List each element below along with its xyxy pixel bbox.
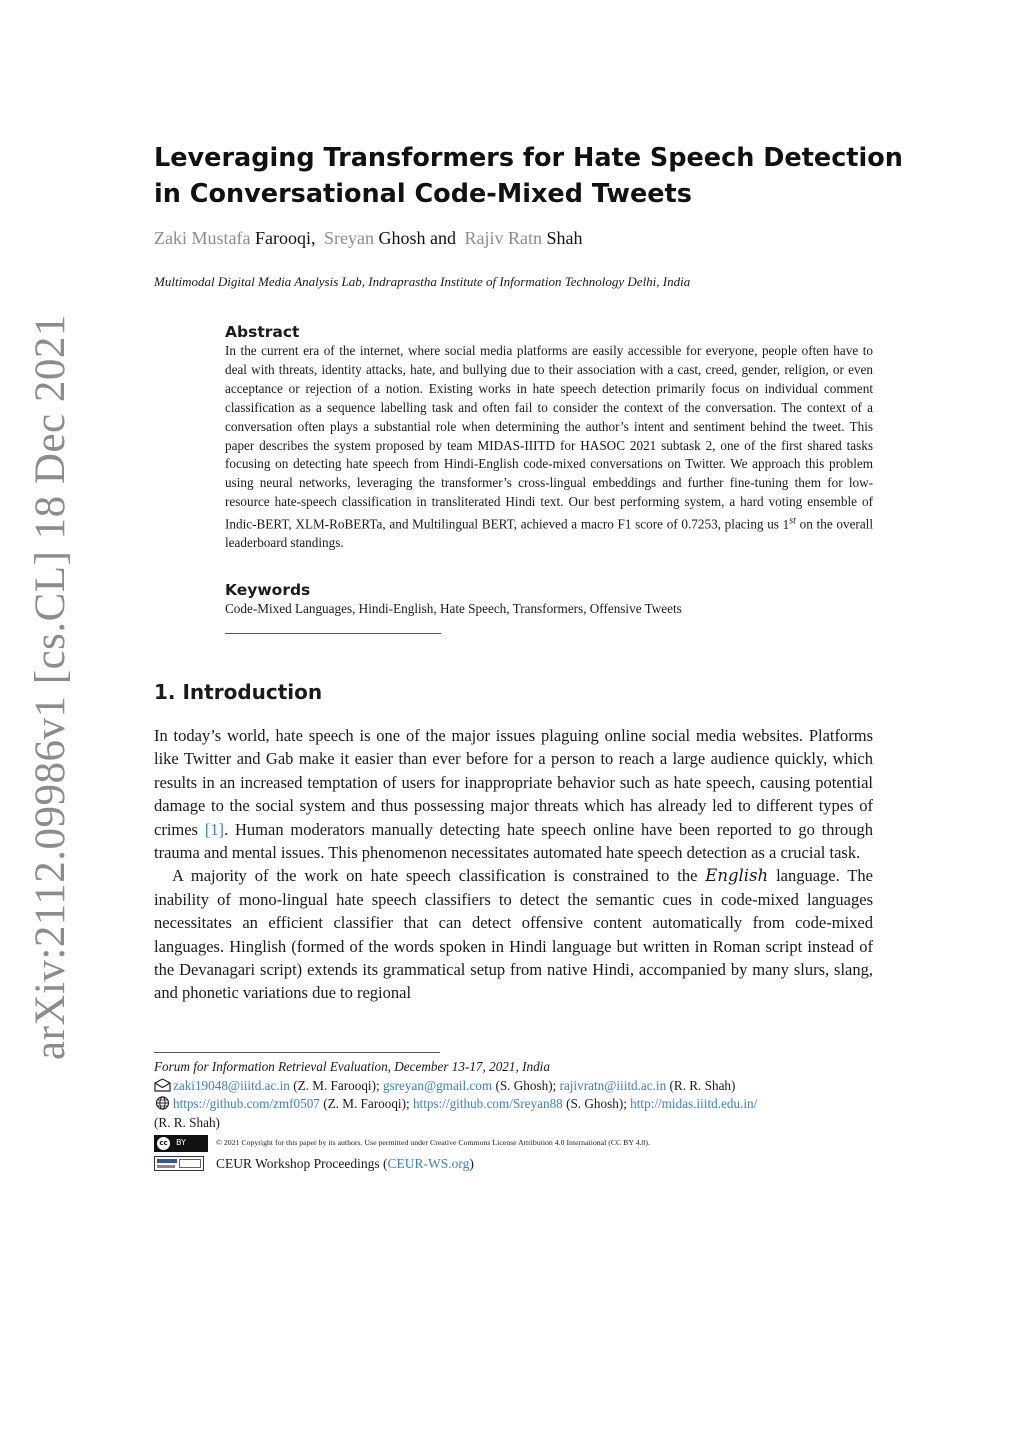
arxiv-identifier: arXiv:2112.09986v1 [cs.CL] 18 Dec 2021 xyxy=(27,314,74,1060)
intro-paragraph-1: In today’s world, hate speech is one of the major issues plaguing online social media websites. Platforms like Twitter and Gab make it easier than ever before for a person to reach a large audience quickly, which results in an increased temptation of users for inappropriate behavior such as hate speech, causing potential damage to the social system and thus possessing major threats which has already led to different types of crimes [1]. Human moderators manually detecting hate speech online have been reported to go through trauma and mental issues. This phenomenon necessitates automated hate speech detection as a crucial task. xyxy=(154,726,874,863)
keywords-heading: Keywords xyxy=(225,581,311,599)
affiliation: Multimodal Digital Media Analysis Lab, Indraprastha Institute of Information Technology Delhi, India xyxy=(154,274,691,289)
url-row-tail: (R. R. Shah) xyxy=(154,1114,220,1130)
venue-note: Forum for Information Retrieval Evaluation, December 13-17, 2021, India xyxy=(154,1059,550,1074)
citation-link[interactable]: [1] xyxy=(204,819,225,839)
introduction-body xyxy=(154,724,873,1005)
email-link-farooqi[interactable]: zaki19048@iiitd.ac.in xyxy=(173,1077,290,1093)
title-line-2: in Conversational Code-Mixed Tweets xyxy=(154,179,692,209)
abstract-divider xyxy=(225,633,441,634)
author-list xyxy=(154,228,586,249)
cc-icon: cc xyxy=(157,1137,170,1150)
ceur-text: CEUR Workshop Proceedings (CEUR-WS.org) xyxy=(216,1155,474,1171)
url-row: https://github.com/zmf0507 (Z. M. Farooqi); https://github.com/Sreyan88 (S. Ghosh); http://midas.iiitd.edu.in/ xyxy=(154,1095,874,1114)
author-1: Zaki Mustafa Farooqi, xyxy=(154,228,316,248)
footnotes xyxy=(154,1058,874,1173)
keywords-text: Code-Mixed Languages, Hindi-English, Hate Speech, Transformers, Offensive Tweets xyxy=(225,601,682,616)
ceur-link[interactable]: CEUR-WS.org xyxy=(387,1155,470,1171)
paper-title xyxy=(154,140,914,212)
math-english: English xyxy=(705,866,769,886)
keywords-section xyxy=(225,580,873,618)
globe-icon xyxy=(154,1096,171,1110)
rank-math: 1st xyxy=(782,515,796,532)
author-2: Sreyan Ghosh and xyxy=(323,228,456,248)
url-link-ghosh[interactable]: https://github.com/Sreyan88 xyxy=(412,1096,563,1111)
ceur-row xyxy=(154,1155,874,1174)
email-row: zaki19048@iiitd.ac.in (Z. M. Farooqi); gsreyan@gmail.com (S. Ghosh); rajivratn@iiitd.ac.in (R. R. Shah) xyxy=(154,1077,874,1096)
author-3: Rajiv Ratn Shah xyxy=(464,228,583,248)
footnote-divider xyxy=(154,1052,440,1053)
email-icon xyxy=(154,1078,171,1092)
url-link-farooqi[interactable]: https://github.com/zmf0507 xyxy=(173,1096,320,1111)
intro-paragraph-2: A majority of the work on hate speech classification is constrained to the English language. The inability of mono-lingual hate speech classifiers to detect the semantic cues in code-mixed languages necessitates an efficient classifier that can detect offensive content automatically from code-mixed languages. Hinglish (formed of the words spoken in Hindi language but written in Roman script instead of the Devanagari script) extends its grammatical setup from native Hindi, accompanied by many slurs, slang, and phonetic variations due to regional xyxy=(154,866,873,1003)
email-link-ghosh[interactable]: gsreyan@gmail.com xyxy=(382,1077,493,1093)
title-line-1: Leveraging Transformers for Hate Speech Detection xyxy=(154,143,903,173)
abstract-text: In the current era of the internet, where social media platforms are easily accessible for everyone, people often have to deal with threats, identity attacks, hate, and bullying due to their association with a cast, creed, gender, religion, or even acceptance or rejection of a notion. Existing works in hate speech detection primarily focus on individual comment classification as a sequence labelling task and often fail to consider the context of the conversation. The context of a conversation often plays a substantial role when determining the author’s intent and sentiment behind the tweet. This paper describes the system proposed by team MIDAS-IIITD for HASOC 2021 subtask 2, one of the first shared tasks focusing on detecting hate speech from Hindi-English code-mixed conversations on Twitter. We approach this problem using neural networks, leveraging the transformer’s cross-lingual embeddings and further fine-tuning them for low-resource hate-speech classification in transliterated Hindi text. Our best performing system, a hard voting ensemble of Indic-BERT, XLM-RoBERTa, and Multilingual BERT, achieved a macro F1 score of 0.7253, placing us 1st on the overall leaderboard standings. xyxy=(225,343,873,551)
abstract-section xyxy=(225,322,873,553)
license-row xyxy=(154,1134,874,1153)
section-heading-introduction: 1. Introduction xyxy=(154,680,323,704)
license-text: © 2021 Copyright for this paper by its authors. Use permitted under Creative Commons License Attribution 4.0 International (CC BY 4.0). xyxy=(216,1138,650,1147)
url-link-midas[interactable]: http://midas.iiitd.edu.in/ xyxy=(630,1096,758,1111)
ceur-logo-icon xyxy=(154,1156,204,1171)
email-link-shah[interactable]: rajivratn@iiitd.ac.in xyxy=(559,1077,667,1093)
cc-license-badge: cc BY xyxy=(154,1135,208,1152)
abstract-heading: Abstract xyxy=(225,323,300,341)
